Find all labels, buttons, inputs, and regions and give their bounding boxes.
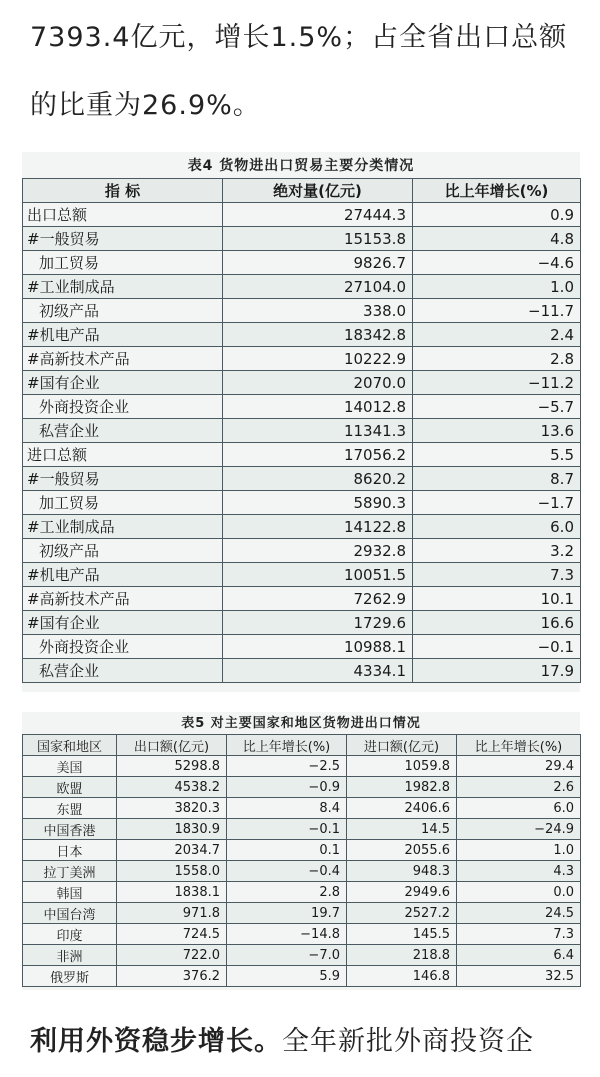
table4-cell-amount: 15153.8 bbox=[223, 227, 413, 251]
table5-cell-import: 2055.6 bbox=[347, 840, 457, 861]
table4-cell-amount: 2070.0 bbox=[223, 371, 413, 395]
table4-cell-growth: 17.9 bbox=[413, 659, 581, 683]
table4-cell-amount: 338.0 bbox=[223, 299, 413, 323]
table4-row bbox=[23, 323, 581, 347]
table4-cell-indicator: #一般贸易 bbox=[23, 467, 223, 491]
table5-cell-region: 中国香港 bbox=[23, 819, 117, 840]
table5-cell-import-growth: 0.0 bbox=[457, 882, 581, 903]
table5-cell-region: 美国 bbox=[23, 756, 117, 777]
table4-cell-amount: 18342.8 bbox=[223, 323, 413, 347]
table4-row bbox=[23, 347, 581, 371]
table5-header-row bbox=[23, 735, 581, 756]
table4-cell-growth: −11.2 bbox=[413, 371, 581, 395]
table5-cell-import: 948.3 bbox=[347, 861, 457, 882]
table4-cell-growth: 13.6 bbox=[413, 419, 581, 443]
table4-row bbox=[23, 515, 581, 539]
table4-container bbox=[22, 152, 580, 692]
table5-cell-import-growth: 29.4 bbox=[457, 756, 581, 777]
table5-row bbox=[23, 840, 581, 861]
table4-row bbox=[23, 635, 581, 659]
table5-row bbox=[23, 882, 581, 903]
table5-cell-import: 1982.8 bbox=[347, 777, 457, 798]
table4-cell-growth: −0.1 bbox=[413, 635, 581, 659]
table5-row bbox=[23, 777, 581, 798]
table4-cell-amount: 10051.5 bbox=[223, 563, 413, 587]
table4-cell-amount: 2932.8 bbox=[223, 539, 413, 563]
table5-cell-import: 218.8 bbox=[347, 945, 457, 966]
table4-cell-amount: 5890.3 bbox=[223, 491, 413, 515]
table4-cell-growth: 1.0 bbox=[413, 275, 581, 299]
table5-cell-region: 东盟 bbox=[23, 798, 117, 819]
table5-cell-export: 4538.2 bbox=[117, 777, 227, 798]
table4-cell-amount: 9826.7 bbox=[223, 251, 413, 275]
table4-cell-indicator: 加工贸易 bbox=[23, 491, 223, 515]
table4-cell-growth: 5.5 bbox=[413, 443, 581, 467]
table5-header-export: 出口额(亿元) bbox=[117, 735, 227, 756]
table4-row bbox=[23, 491, 581, 515]
table5-cell-import: 2527.2 bbox=[347, 903, 457, 924]
table4-row bbox=[23, 659, 581, 683]
table4-header-amount: 绝对量(亿元) bbox=[223, 179, 413, 203]
table4-cell-indicator: 外商投资企业 bbox=[23, 635, 223, 659]
table5-cell-region: 欧盟 bbox=[23, 777, 117, 798]
table4-cell-indicator: 私营企业 bbox=[23, 419, 223, 443]
table5-cell-export-growth: −2.5 bbox=[227, 756, 347, 777]
table4-row bbox=[23, 275, 581, 299]
table4-cell-indicator: 外商投资企业 bbox=[23, 395, 223, 419]
table5-cell-export: 1830.9 bbox=[117, 819, 227, 840]
table4-cell-indicator: 初级产品 bbox=[23, 539, 223, 563]
table5-cell-import-growth: 2.6 bbox=[457, 777, 581, 798]
table4-cell-indicator: 进口总额 bbox=[23, 443, 223, 467]
table4-cell-indicator: #工业制成品 bbox=[23, 515, 223, 539]
table5-cell-import: 145.5 bbox=[347, 924, 457, 945]
table5-cell-export-growth: 19.7 bbox=[227, 903, 347, 924]
table5-cell-export-growth: 8.4 bbox=[227, 798, 347, 819]
trade-category-table bbox=[22, 178, 581, 683]
table5-row bbox=[23, 945, 581, 966]
table4-cell-indicator: 出口总额 bbox=[23, 203, 223, 227]
table5-row bbox=[23, 861, 581, 882]
table4-row bbox=[23, 203, 581, 227]
table5-cell-import-growth: 32.5 bbox=[457, 966, 581, 987]
table4-cell-growth: 4.8 bbox=[413, 227, 581, 251]
table4-cell-amount: 8620.2 bbox=[223, 467, 413, 491]
table5-cell-export: 2034.7 bbox=[117, 840, 227, 861]
table4-row bbox=[23, 539, 581, 563]
table5-cell-export: 724.5 bbox=[117, 924, 227, 945]
table5-cell-export-growth: −7.0 bbox=[227, 945, 347, 966]
table5-cell-export: 1558.0 bbox=[117, 861, 227, 882]
table5-cell-import-growth: 4.3 bbox=[457, 861, 581, 882]
outro-bold-lead: 利用外资稳步增长。 bbox=[30, 1026, 282, 1057]
table4-cell-indicator: #机电产品 bbox=[23, 323, 223, 347]
table5-cell-import-growth: 6.0 bbox=[457, 798, 581, 819]
table4-cell-growth: 16.6 bbox=[413, 611, 581, 635]
table4-row bbox=[23, 611, 581, 635]
table4-cell-indicator: #一般贸易 bbox=[23, 227, 223, 251]
table5-row bbox=[23, 819, 581, 840]
table4-cell-indicator: #高新技术产品 bbox=[23, 587, 223, 611]
table4-cell-indicator: 初级产品 bbox=[23, 299, 223, 323]
outro-text: 全年新批外商投资企 bbox=[282, 1026, 534, 1057]
table5-cell-region: 印度 bbox=[23, 924, 117, 945]
table4-cell-indicator: #机电产品 bbox=[23, 563, 223, 587]
table5-cell-export: 5298.8 bbox=[117, 756, 227, 777]
table4-cell-amount: 10222.9 bbox=[223, 347, 413, 371]
table4-row bbox=[23, 419, 581, 443]
table5-cell-export: 1838.1 bbox=[117, 882, 227, 903]
table4-cell-amount: 14012.8 bbox=[223, 395, 413, 419]
table5-row bbox=[23, 756, 581, 777]
table4-cell-growth: 6.0 bbox=[413, 515, 581, 539]
table4-cell-amount: 7262.9 bbox=[223, 587, 413, 611]
intro-paragraph: 7393.4亿元，增长1.5%；占全省出口总额的比重为26.9%。 bbox=[30, 22, 568, 121]
table5-cell-import: 2949.6 bbox=[347, 882, 457, 903]
table4-header-indicator: 指 标 bbox=[23, 179, 223, 203]
table4-cell-amount: 1729.6 bbox=[223, 611, 413, 635]
table4-row bbox=[23, 371, 581, 395]
table4-cell-growth: 7.3 bbox=[413, 563, 581, 587]
table5-cell-export-growth: −0.1 bbox=[227, 819, 347, 840]
table5-header-import: 进口额(亿元) bbox=[347, 735, 457, 756]
table5-cell-export-growth: −0.4 bbox=[227, 861, 347, 882]
table5-container bbox=[22, 712, 580, 990]
table5-cell-import: 14.5 bbox=[347, 819, 457, 840]
table4-cell-growth: −11.7 bbox=[413, 299, 581, 323]
table4-title: 表4 货物进出口贸易主要分类情况 bbox=[187, 158, 415, 174]
table5-cell-export: 376.2 bbox=[117, 966, 227, 987]
table5-cell-export-growth: 5.9 bbox=[227, 966, 347, 987]
table4-row bbox=[23, 299, 581, 323]
table5-header-region: 国家和地区 bbox=[23, 735, 117, 756]
table5-cell-import-growth: 24.5 bbox=[457, 903, 581, 924]
table5-cell-region: 俄罗斯 bbox=[23, 966, 117, 987]
table5-header-export-growth: 比上年增长(%) bbox=[227, 735, 347, 756]
table4-cell-growth: 8.7 bbox=[413, 467, 581, 491]
country-trade-table bbox=[22, 734, 581, 987]
table5-header-import-growth: 比上年增长(%) bbox=[457, 735, 581, 756]
table4-cell-indicator: #高新技术产品 bbox=[23, 347, 223, 371]
table5-row bbox=[23, 903, 581, 924]
outro-paragraph bbox=[30, 1008, 590, 1076]
table4-cell-growth: −1.7 bbox=[413, 491, 581, 515]
table4-cell-amount: 10988.1 bbox=[223, 635, 413, 659]
table4-cell-indicator: #国有企业 bbox=[23, 611, 223, 635]
table5-cell-import-growth: 6.4 bbox=[457, 945, 581, 966]
table4-cell-amount: 14122.8 bbox=[223, 515, 413, 539]
table4-row bbox=[23, 443, 581, 467]
table4-row bbox=[23, 467, 581, 491]
table5-cell-import-growth: 1.0 bbox=[457, 840, 581, 861]
table5-title: 表5 对主要国家和地区货物进出口情况 bbox=[181, 716, 421, 731]
table4-cell-indicator: #国有企业 bbox=[23, 371, 223, 395]
table4-header-row bbox=[23, 179, 581, 203]
table4-cell-amount: 27444.3 bbox=[223, 203, 413, 227]
table4-cell-amount: 4334.1 bbox=[223, 659, 413, 683]
table5-cell-export-growth: −0.9 bbox=[227, 777, 347, 798]
table4-cell-amount: 27104.0 bbox=[223, 275, 413, 299]
table4-cell-indicator: 私营企业 bbox=[23, 659, 223, 683]
table5-cell-region: 拉丁美洲 bbox=[23, 861, 117, 882]
table4-row bbox=[23, 395, 581, 419]
table5-cell-export-growth: 0.1 bbox=[227, 840, 347, 861]
table4-row bbox=[23, 587, 581, 611]
table5-row bbox=[23, 798, 581, 819]
table4-cell-amount: 11341.3 bbox=[223, 419, 413, 443]
table5-cell-import-growth: −24.9 bbox=[457, 819, 581, 840]
table5-cell-region: 日本 bbox=[23, 840, 117, 861]
table5-cell-export-growth: 2.8 bbox=[227, 882, 347, 903]
table4-cell-indicator: #工业制成品 bbox=[23, 275, 223, 299]
table5-cell-region: 韩国 bbox=[23, 882, 117, 903]
table4-cell-growth: 2.8 bbox=[413, 347, 581, 371]
table5-cell-region: 非洲 bbox=[23, 945, 117, 966]
table4-cell-amount: 17056.2 bbox=[223, 443, 413, 467]
table5-cell-export: 3820.3 bbox=[117, 798, 227, 819]
table5-cell-export: 722.0 bbox=[117, 945, 227, 966]
table4-cell-indicator: 加工贸易 bbox=[23, 251, 223, 275]
table4-row bbox=[23, 227, 581, 251]
table5-cell-export-growth: −14.8 bbox=[227, 924, 347, 945]
table4-cell-growth: 2.4 bbox=[413, 323, 581, 347]
table4-cell-growth: 10.1 bbox=[413, 587, 581, 611]
table5-cell-region: 中国台湾 bbox=[23, 903, 117, 924]
table5-cell-import: 1059.8 bbox=[347, 756, 457, 777]
table4-cell-growth: −5.7 bbox=[413, 395, 581, 419]
table4-row bbox=[23, 251, 581, 275]
table4-cell-growth: −4.6 bbox=[413, 251, 581, 275]
table5-cell-import: 2406.6 bbox=[347, 798, 457, 819]
table4-cell-growth: 0.9 bbox=[413, 203, 581, 227]
table5-cell-import: 146.8 bbox=[347, 966, 457, 987]
table4-row bbox=[23, 563, 581, 587]
table5-row bbox=[23, 924, 581, 945]
table5-row bbox=[23, 966, 581, 987]
table5-cell-export: 971.8 bbox=[117, 903, 227, 924]
table4-cell-growth: 3.2 bbox=[413, 539, 581, 563]
table4-header-growth: 比上年增长(%) bbox=[413, 179, 581, 203]
table5-cell-import-growth: 7.3 bbox=[457, 924, 581, 945]
